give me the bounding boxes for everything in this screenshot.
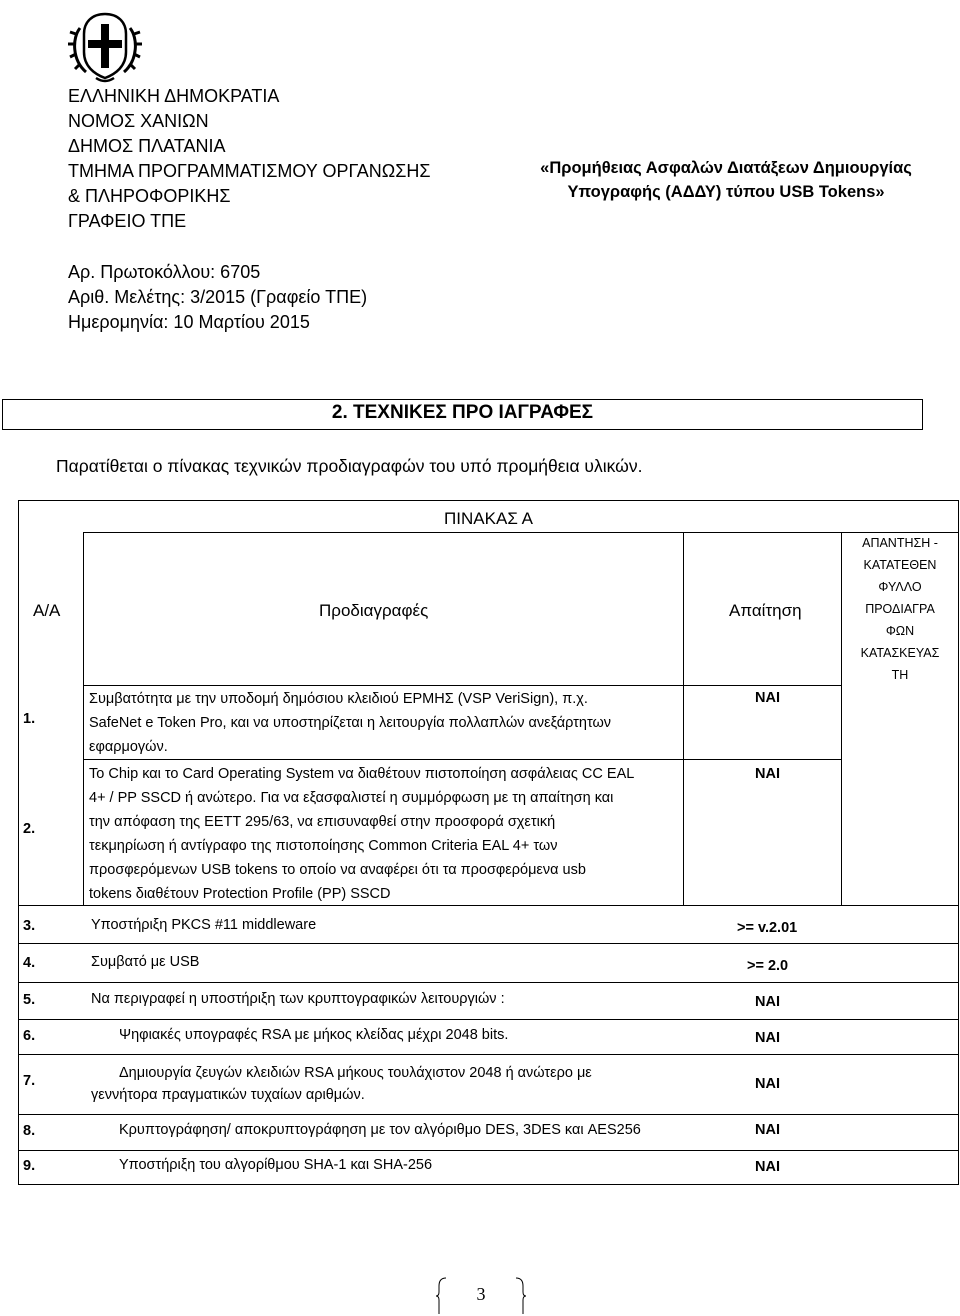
row-spec: Συμβατό με USB [91,954,200,970]
divider [19,1019,959,1020]
org-line-department: ΤΜΗΜΑ ΠΡΟΓΡΑΜΜΑΤΙΣΜΟΥ ΟΡΓΑΝΩΣΗΣ [68,161,431,181]
column-header-answer-line: ΠΡΟΔΙΑΓΡΑ [865,602,935,616]
org-line-prefecture: ΝΟΜΟΣ ΧΑΝΙΩΝ [68,111,209,131]
row-spec-line: προσφερόμενων USB tokens το οποίο να αναφέρει ότι τα προσφερόμενα usb [89,862,586,878]
column-header-answer-line: ΑΠΑΝΤΗΣΗ - [862,536,938,550]
divider [19,982,959,983]
row-spec-line: τεκμηρίωση ή αντίγραφο της πιστοποίησης Common Criteria EAL 4+ των [89,838,558,854]
row-spec-line: SafeNet e Token Pro, και να υποστηρίζεται η λειτουργία πολλαπλών ανεξάρτητων [89,715,612,731]
section-intro: Παρατίθεται ο πίνακας τεχνικών προδιαγραφών του υπό προμήθεια υλικών. [56,456,643,476]
document-title-line-1: «Προμήθειας Ασφαλών Διατάξεων Δημιουργίας [540,159,912,177]
row-spec-line: την απόφαση της ΕΕΤΤ 295/63, να επισυναφθεί στην προσφορά σχετική [89,814,556,830]
column-header-answer-line: ΦΩΝ [885,624,915,638]
row-requirement: ΝΑΙ [755,1030,780,1046]
org-line-department-cont: & ΠΛΗΡΟΦΟΡΙΚΗΣ [68,186,231,206]
divider [683,532,684,905]
row-number: 5. [23,992,36,1008]
column-header-answer-line: ΚΑΤΑΣΚΕΥΑΣ [860,646,940,660]
section-title-box [2,399,923,430]
row-requirement: ΝΑΙ [755,1076,780,1092]
row-number: 8. [23,1123,36,1139]
row-spec: Υποστήριξη PKCS #11 middleware [91,917,317,933]
row-requirement: >= v.2.01 [737,920,798,936]
row-number: 3. [23,918,36,934]
column-header-answer-line: ΤΗ [891,668,909,682]
row-spec-line: γεννήτορα πραγματικών τυχαίων αριθμών. [91,1087,365,1103]
table-caption: ΠΙΝΑΚΑΣ Α [444,509,533,528]
row-requirement: ΝΑΙ [755,766,780,782]
row-spec-line: 4+ / PP SSCD ή ανώτερο. Για να εξασφαλιστεί η συμμόρφωση με τη απαίτηση και [89,790,614,806]
divider [83,532,84,905]
document-title-line-2: Υπογραφής (ΑΔΔΥ) τύπου USB Tokens» [567,183,885,201]
row-number: 6. [23,1028,36,1044]
divider [19,943,959,944]
row-number: 9. [23,1158,36,1174]
divider [19,1114,959,1115]
column-header-answer [841,532,959,686]
row-number: 2. [23,821,36,837]
row-spec-line: Δημιουργία ζευγών κλειδιών RSA μήκους τουλάχιστον 2048 ή ανώτερο με [119,1065,592,1081]
row-requirement: >= 2.0 [747,958,789,974]
column-header-spec: Προδιαγραφές [319,601,429,620]
org-line-municipality: ΔΗΜΟΣ ΠΛΑΤΑΝΙΑ [68,136,226,156]
row-requirement: ΝΑΙ [755,1159,780,1175]
row-spec: Υποστήριξη του αλγορίθμου SHA-1 και SHA-256 [119,1157,433,1173]
column-header-answer-line: ΚΑΤΑΤΕΘΕΝ [863,558,937,572]
greek-coat-of-arms-icon [66,4,144,84]
section-title: 2. ΤΕΧΝΙΚΕΣ ΠΡΟ ΙΑΓΡΑΦΕΣ [331,402,594,423]
row-spec: Ψηφιακές υπογραφές RSA με μήκος κλείδας μέχρι 2048 bits. [119,1027,509,1043]
row-spec: Να περιγραφεί η υποστήριξη των κρυπτογραφικών λειτουργιών : [91,991,505,1007]
divider [19,1054,959,1055]
page-number-frame [436,1276,526,1316]
row-spec: Κρυπτογράφηση/ αποκρυπτογράφηση με τον αλγόριθμο DES, 3DES και AES256 [119,1122,641,1138]
divider [83,685,841,686]
row-requirement: ΝΑΙ [755,994,780,1010]
column-header-aa: Α/Α [33,601,61,620]
protocol-number: Αρ. Πρωτοκόλλου: 6705 [68,262,261,282]
divider [83,759,841,760]
document-title [520,156,932,204]
study-number: Αριθ. Μελέτης: 3/2015 (Γραφείο ΤΠΕ) [68,287,368,307]
org-line-republic: ΕΛΛΗΝΙΚΗ ΔΗΜΟΚΡΑΤΙΑ [68,86,280,106]
row-spec-line: Συμβατότητα με την υποδομή δημόσιου κλειδιού ΕΡΜΗΣ (VSP VeriSign), π.χ. [89,691,588,707]
row-requirement: ΝΑΙ [755,690,780,706]
divider [83,532,959,533]
org-line-office: ΓΡΑΦΕΙΟ ΤΠΕ [68,211,187,231]
row-number: 7. [23,1073,36,1089]
divider [19,1150,959,1151]
row-number: 4. [23,955,36,971]
column-header-answer-line: ΦΥΛΛΟ [878,580,922,594]
column-header-requirement: Απαίτηση [729,601,802,620]
document-date: Ημερομηνία: 10 Μαρτίου 2015 [68,312,310,332]
spec-table [18,500,959,1185]
row-spec-line: Το Chip και το Card Operating System να διαθέτουν πιστοποίηση ασφάλειας CC EAL [89,766,635,782]
row-requirement: ΝΑΙ [755,1122,780,1138]
row-number: 1. [23,711,36,727]
row-spec-line: tokens διαθέτουν Protection Profile (PP) SSCD [89,886,391,902]
page-number: 3 [476,1284,486,1304]
row-spec-line: εφαρμογών. [89,739,168,755]
